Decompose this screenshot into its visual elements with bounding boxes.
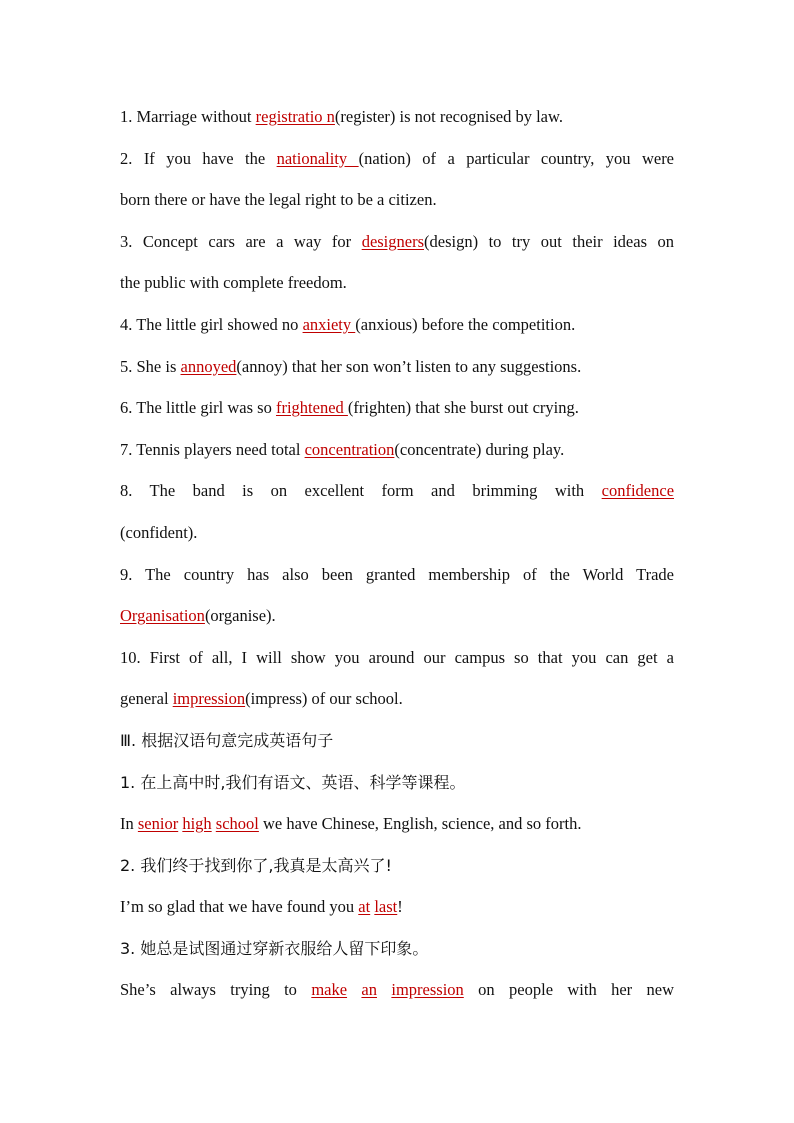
answer-make: make	[311, 980, 348, 1000]
answer-impression: impression	[172, 689, 246, 709]
worksheet-page	[120, 96, 674, 1011]
item-8-cont: (confident).	[120, 522, 198, 542]
answer-nationality: nationality	[276, 148, 359, 168]
answer-an: an	[361, 980, 377, 1000]
q2-english: I’m so glad that we have found you at last!	[120, 897, 403, 917]
answer-anxiety: anxiety	[302, 314, 356, 334]
answer-annoyed: annoyed	[180, 356, 237, 376]
item-3-cont: the public with complete freedom.	[120, 273, 347, 293]
answer-registration: registratio n	[255, 107, 335, 126]
answer-senior: senior	[137, 814, 179, 834]
answer-designers: designers	[361, 231, 425, 251]
answer-at: at	[358, 897, 371, 917]
item-4: 4. The little girl showed no anxiety (anxious) before the competition.	[120, 314, 576, 334]
item-7: 7. Tennis players need total concentration(concentrate) during play.	[120, 439, 565, 459]
answer-impression-2: impression	[391, 980, 464, 1000]
q3-english: She’s always trying to make an impression on people with her new	[120, 980, 674, 1000]
answer-concentration: concentration	[304, 439, 395, 459]
item-6: 6. The little girl was so frightened (frighten) that she burst out crying.	[120, 398, 579, 418]
item-2: 2. If you have the nationality (nation) of a particular country, you were	[120, 148, 674, 168]
answer-organisation: Organisation	[120, 606, 205, 626]
q2-chinese: 2. 我们终于找到你了,我真是太高兴了!	[120, 855, 392, 875]
item-1: 1. Marriage without registratio n(register) is not recognised by law.	[120, 107, 563, 126]
item-9: 9. The country has also been granted membership of the World Trade	[120, 564, 674, 584]
item-8: 8. The band is on excellent form and brimming with confidence	[120, 481, 674, 501]
item-2-cont: born there or have the legal right to be a citizen.	[120, 190, 437, 210]
answer-confidence: confidence	[601, 481, 674, 501]
item-10-cont: general impression(impress) of our school.	[120, 689, 403, 709]
answer-school: school	[215, 814, 259, 834]
item-10: 10. First of all, I will show you around our campus so that you can get a	[120, 647, 674, 667]
answer-high: high	[182, 814, 212, 834]
q3-chinese: 3. 她总是试图通过穿新衣服给人留下印象。	[120, 938, 429, 958]
q1-chinese: 1. 在上高中时,我们有语文、英语、科学等课程。	[120, 772, 466, 792]
item-9-cont: Organisation(organise).	[120, 606, 276, 626]
item-5: 5. She is annoyed(annoy) that her son won’t listen to any suggestions.	[120, 356, 582, 376]
item-3: 3. Concept cars are a way for designers(design) to try out their ideas on	[120, 231, 674, 251]
answer-last: last	[374, 897, 398, 917]
answer-frightened: frightened	[275, 398, 348, 418]
section-3-heading: Ⅲ. 根据汉语句意完成英语句子	[120, 730, 334, 750]
q1-english: In senior high school we have Chinese, English, science, and so forth.	[120, 814, 582, 834]
